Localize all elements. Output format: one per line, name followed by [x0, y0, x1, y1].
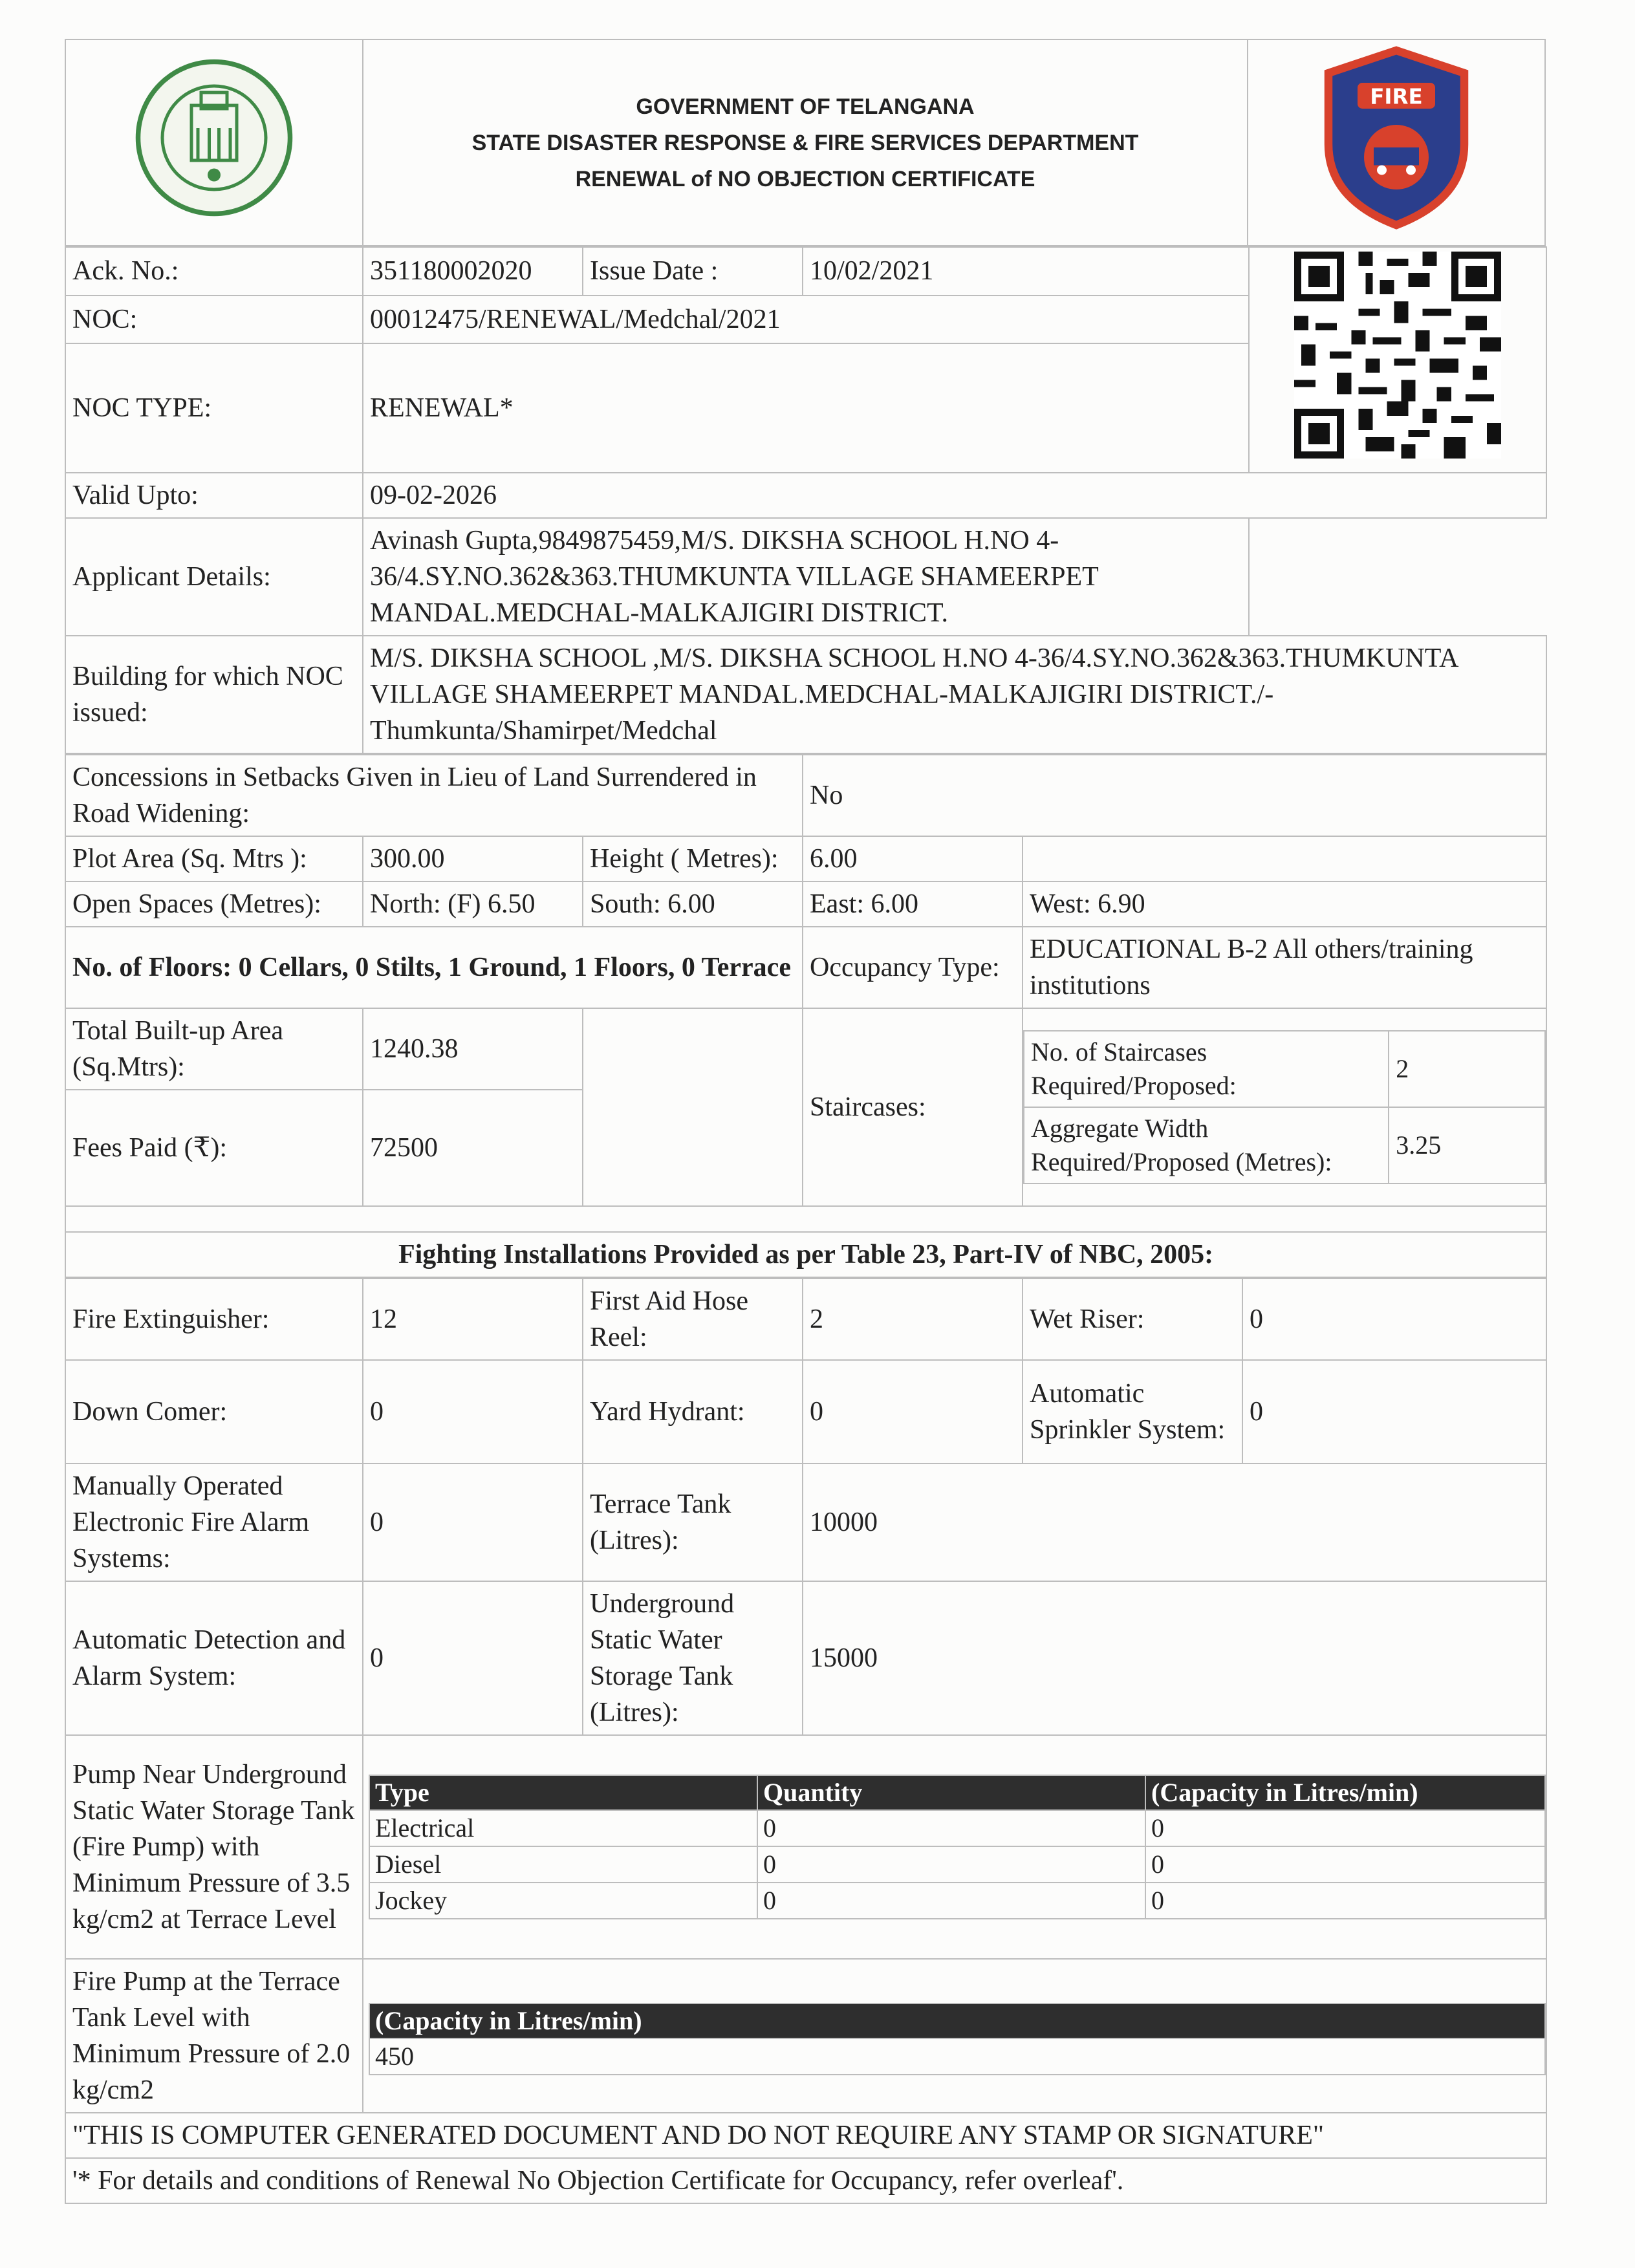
hose-reel-label: First Aid Hose Reel: — [583, 1279, 803, 1360]
svg-text:FIRE: FIRE — [1370, 84, 1423, 109]
pump-row-diesel — [369, 1846, 1545, 1883]
height-value: 6.00 — [803, 836, 1023, 881]
auto-detection-value: 0 — [363, 1581, 583, 1735]
height-label: Height ( Metres): — [583, 836, 803, 881]
south-setback: South: 6.00 — [583, 881, 803, 927]
pump-capacity: 0 — [1145, 1846, 1545, 1883]
fire-logo — [1248, 39, 1545, 246]
east-setback: East: 6.00 — [803, 881, 1023, 927]
builtup-label: Total Built-up Area (Sq.Mtrs): — [65, 1008, 363, 1090]
ack-label: Ack. No.: — [65, 247, 363, 296]
terrace-tank-label: Terrace Tank (Litres): — [583, 1463, 803, 1581]
header-line-2: STATE DISASTER RESPONSE & FIRE SERVICES DEPARTMENT — [471, 130, 1139, 155]
pump-quantity: 0 — [757, 1846, 1145, 1883]
stair-width-value: 3.25 — [1389, 1107, 1545, 1183]
concessions-value: No — [803, 755, 1546, 836]
wet-riser-value: 0 — [1242, 1279, 1546, 1360]
qr-cell — [1249, 247, 1546, 473]
terrace-pump-label: Fire Pump at the Terrace Tank Level with Minimum Pressure of 2.0 kg/cm2 — [65, 1959, 363, 2113]
footer-line-2: '* For details and conditions of Renewal No Objection Certificate for Occupancy, refer overleaf'. — [65, 2158, 1546, 2203]
down-comer-label: Down Comer: — [65, 1360, 363, 1463]
building-value: M/S. DIKSHA SCHOOL ,M/S. DIKSHA SCHOOL H.NO 4-36/4.SY.NO.362&363.THUMKUNTA VILLAGE SHAMEERPET MANDAL.MEDCHAL-MALKAJIGIRI DISTRICT./-Thumkunta/Shamirpet/Medchal — [363, 636, 1546, 753]
stair-count-label: No. of Staircases Required/Proposed: — [1024, 1031, 1389, 1107]
pump-header-quantity: Quantity — [757, 1775, 1145, 1810]
staircases-inner-table — [1023, 1030, 1546, 1184]
header-table — [65, 39, 1546, 246]
auto-detection-label: Automatic Detection and Alarm System: — [65, 1581, 363, 1735]
ack-table — [65, 246, 1547, 754]
fees-label: Fees Paid (₹): — [65, 1090, 363, 1206]
staircases-label: Staircases: — [803, 1008, 1023, 1206]
terrace-pump-cell — [363, 1959, 1546, 2113]
pump-table-header — [369, 1775, 1545, 1810]
hose-reel-value: 2 — [803, 1279, 1023, 1360]
ack-value: 351180002020 — [363, 247, 583, 296]
terrace-pump-table — [369, 2003, 1546, 2075]
noc-label: NOC: — [65, 296, 363, 344]
pump-table — [369, 1775, 1546, 1919]
header-line-3: RENEWAL of NO OBJECTION CERTIFICATE — [575, 166, 1035, 191]
ug-tank-label: Underground Static Water Storage Tank (Litres): — [583, 1581, 803, 1735]
fire-extinguisher-value: 12 — [363, 1279, 583, 1360]
noc-type-value: RENEWAL* — [363, 343, 1249, 473]
valid-upto-label: Valid Upto: — [65, 473, 363, 518]
pump-capacity: 0 — [1145, 1810, 1545, 1846]
yard-hydrant-value: 0 — [803, 1360, 1023, 1463]
wet-riser-label: Wet Riser: — [1023, 1279, 1242, 1360]
pump-quantity: 0 — [757, 1810, 1145, 1846]
telangana-seal-icon — [133, 57, 295, 219]
valid-upto-value: 09-02-2026 — [363, 473, 1546, 518]
pump-header-capacity: (Capacity in Litres/min) — [1145, 1775, 1545, 1810]
concessions-label: Concessions in Setbacks Given in Lieu of Land Surrendered in Road Widening: — [65, 755, 803, 836]
terrace-tank-value: 10000 — [803, 1463, 1546, 1581]
pump-row-electrical — [369, 1810, 1545, 1846]
floors-info: No. of Floors: 0 Cellars, 0 Stilts, 1 Ground, 1 Floors, 0 Terrace — [65, 927, 803, 1008]
noc-type-label: NOC TYPE: — [65, 343, 363, 473]
pump-cell — [363, 1735, 1546, 1959]
plot-area-value: 300.00 — [363, 836, 583, 881]
state-seal — [65, 39, 363, 246]
applicant-value: Avinash Gupta,9849875459,M/S. DIKSHA SCHOOL H.NO 4-36/4.SY.NO.362&363.THUMKUNTA VILLAGE SHAMEERPET MANDAL.MEDCHAL-MALKAJIGIRI DISTRICT. — [363, 518, 1249, 636]
open-spaces-label: Open Spaces (Metres): — [65, 881, 363, 927]
issue-date-label: Issue Date : — [583, 247, 803, 296]
issue-date-value: 10/02/2021 — [803, 247, 1249, 296]
property-table — [65, 754, 1547, 1278]
noc-value: 00012475/RENEWAL/Medchal/2021 — [363, 296, 1249, 344]
fire-services-badge-icon — [1316, 44, 1477, 232]
builtup-value: 1240.38 — [363, 1008, 583, 1090]
noc-document — [65, 39, 1546, 2204]
north-setback: North: (F) 6.50 — [363, 881, 583, 927]
installations-heading: Fighting Installations Provided as per Table 23, Part-IV of NBC, 2005: — [65, 1232, 1546, 1277]
header-title-block — [363, 39, 1248, 246]
ug-tank-value: 15000 — [803, 1581, 1546, 1735]
stair-width-label: Aggregate Width Required/Proposed (Metres): — [1024, 1107, 1389, 1183]
fees-value: 72500 — [363, 1090, 583, 1206]
building-label: Building for which NOC issued: — [65, 636, 363, 753]
pump-quantity: 0 — [757, 1883, 1145, 1919]
pump-header-type: Type — [369, 1775, 757, 1810]
pump-capacity: 0 — [1145, 1883, 1545, 1919]
down-comer-value: 0 — [363, 1360, 583, 1463]
pump-type: Electrical — [369, 1810, 757, 1846]
applicant-label: Applicant Details: — [65, 518, 363, 636]
occupancy-label: Occupancy Type: — [803, 927, 1023, 1008]
sprinkler-label: Automatic Sprinkler System: — [1023, 1360, 1242, 1463]
occupancy-value: EDUCATIONAL B-2 All others/training institutions — [1023, 927, 1546, 1008]
terrace-pump-header: (Capacity in Litres/min) — [369, 2003, 1545, 2038]
yard-hydrant-label: Yard Hydrant: — [583, 1360, 803, 1463]
pump-type: Diesel — [369, 1846, 757, 1883]
pump-row-jockey — [369, 1883, 1545, 1919]
manual-alarm-label: Manually Operated Electronic Fire Alarm Systems: — [65, 1463, 363, 1581]
stair-count-value: 2 — [1389, 1031, 1545, 1107]
footer-line-1: "THIS IS COMPUTER GENERATED DOCUMENT AND DO NOT REQUIRE ANY STAMP OR SIGNATURE" — [65, 2113, 1546, 2158]
plot-area-label: Plot Area (Sq. Mtrs ): — [65, 836, 363, 881]
header-line-1: GOVERNMENT OF TELANGANA — [636, 94, 975, 119]
terrace-pump-value: 450 — [369, 2038, 1545, 2075]
sprinkler-value: 0 — [1242, 1360, 1546, 1463]
qr-code-icon — [1294, 252, 1501, 459]
west-setback: West: 6.90 — [1023, 881, 1546, 927]
pump-label: Pump Near Underground Static Water Storage Tank (Fire Pump) with Minimum Pressure of 3.5 kg/cm2 at Terrace Level — [65, 1735, 363, 1959]
staircases-cell — [1023, 1008, 1546, 1206]
fire-extinguisher-label: Fire Extinguisher: — [65, 1279, 363, 1360]
installations-table — [65, 1278, 1547, 2204]
pump-type: Jockey — [369, 1883, 757, 1919]
manual-alarm-value: 0 — [363, 1463, 583, 1581]
